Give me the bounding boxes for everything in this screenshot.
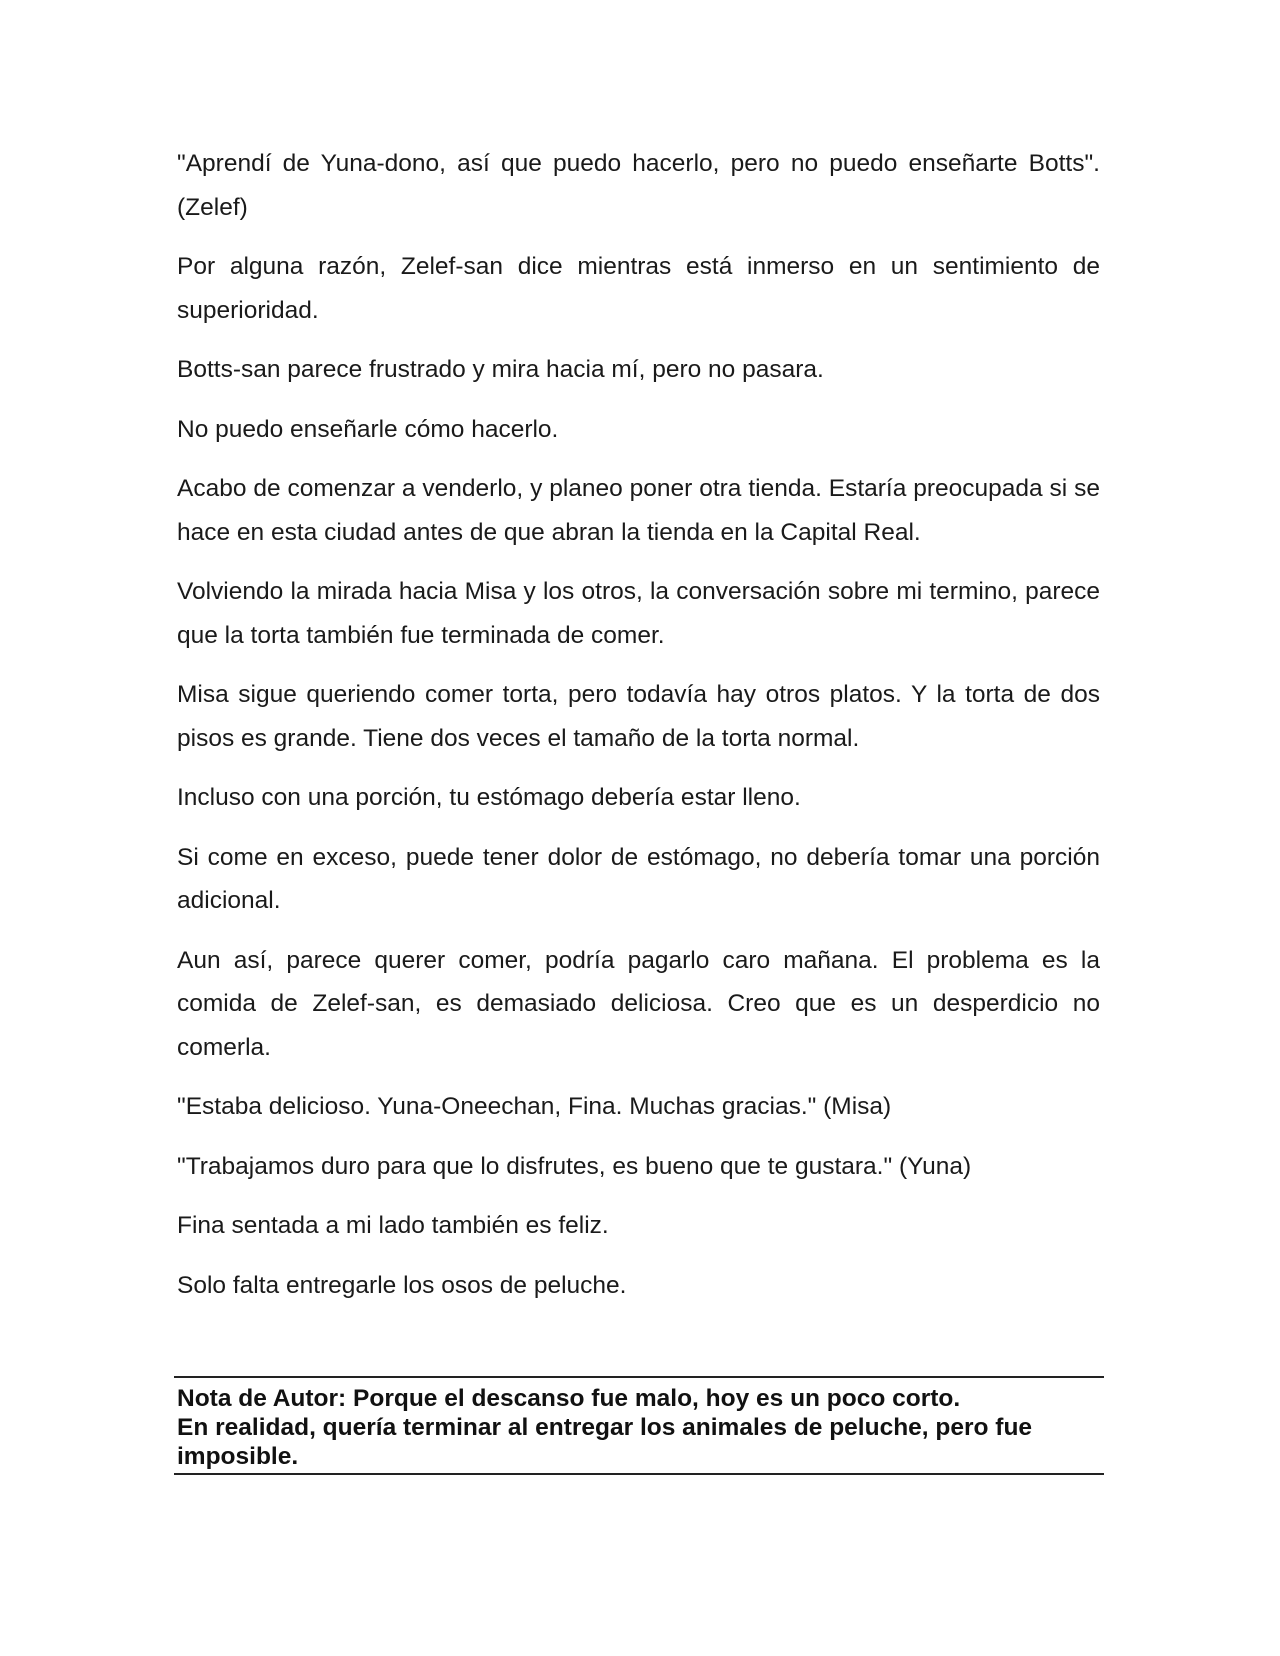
- paragraph: Por alguna razón, Zelef-san dice mientras está inmerso en un sentimiento de superioridad.: [177, 253, 1100, 324]
- paragraph: Acabo de comenzar a venderlo, y planeo poner otra tienda. Estaría preocupada si se hace en esta ciudad antes de que abran la tienda en la Capital Real.: [177, 475, 1100, 546]
- paragraph: Incluso con una porción, tu estómago debería estar lleno.: [177, 784, 801, 811]
- paragraph: "Aprendí de Yuna-dono, así que puedo hacerlo, pero no puedo enseñarte Botts". (Zelef): [177, 150, 1100, 221]
- paragraph: Botts-san parece frustrado y mira hacia mí, pero no pasara.: [177, 356, 824, 383]
- author-note-box: [174, 1376, 1104, 1475]
- paragraph: "Estaba delicioso. Yuna-Oneechan, Fina. Muchas gracias." (Misa): [177, 1093, 892, 1120]
- author-note-line: Nota de Autor: Porque el descanso fue malo, hoy es un poco corto.: [177, 1385, 961, 1412]
- paragraph: Solo falta entregarle los osos de peluche.: [177, 1271, 627, 1299]
- author-note-line: En realidad, quería terminar al entregar los animales de peluche, pero fue imposible.: [177, 1414, 1033, 1470]
- paragraph: Si come en exceso, puede tener dolor de estómago, no debería tomar una porción adicional.: [177, 843, 1100, 914]
- paragraph: Fina sentada a mi lado también es feliz.: [177, 1212, 609, 1239]
- body-text: [177, 142, 1100, 1323]
- paragraph: Misa sigue queriendo comer torta, pero todavía hay otros platos. Y la torta de dos pisos es grande. Tiene dos veces el tamaño de la torta normal.: [177, 681, 1100, 752]
- paragraph: Aun así, parece querer comer, podría pagarlo caro mañana. El problema es la comida de Zelef-san, es demasiado deliciosa. Creo que es un desperdicio no comerla.: [177, 946, 1100, 1061]
- paragraph: No puedo enseñarle cómo hacerlo.: [177, 415, 559, 443]
- paragraph: "Trabajamos duro para que lo disfrutes, es bueno que te gustara." (Yuna): [177, 1152, 972, 1180]
- paragraph: Volviendo la mirada hacia Misa y los otros, la conversación sobre mi termino, parece que la torta también fue terminada de comer.: [177, 578, 1100, 649]
